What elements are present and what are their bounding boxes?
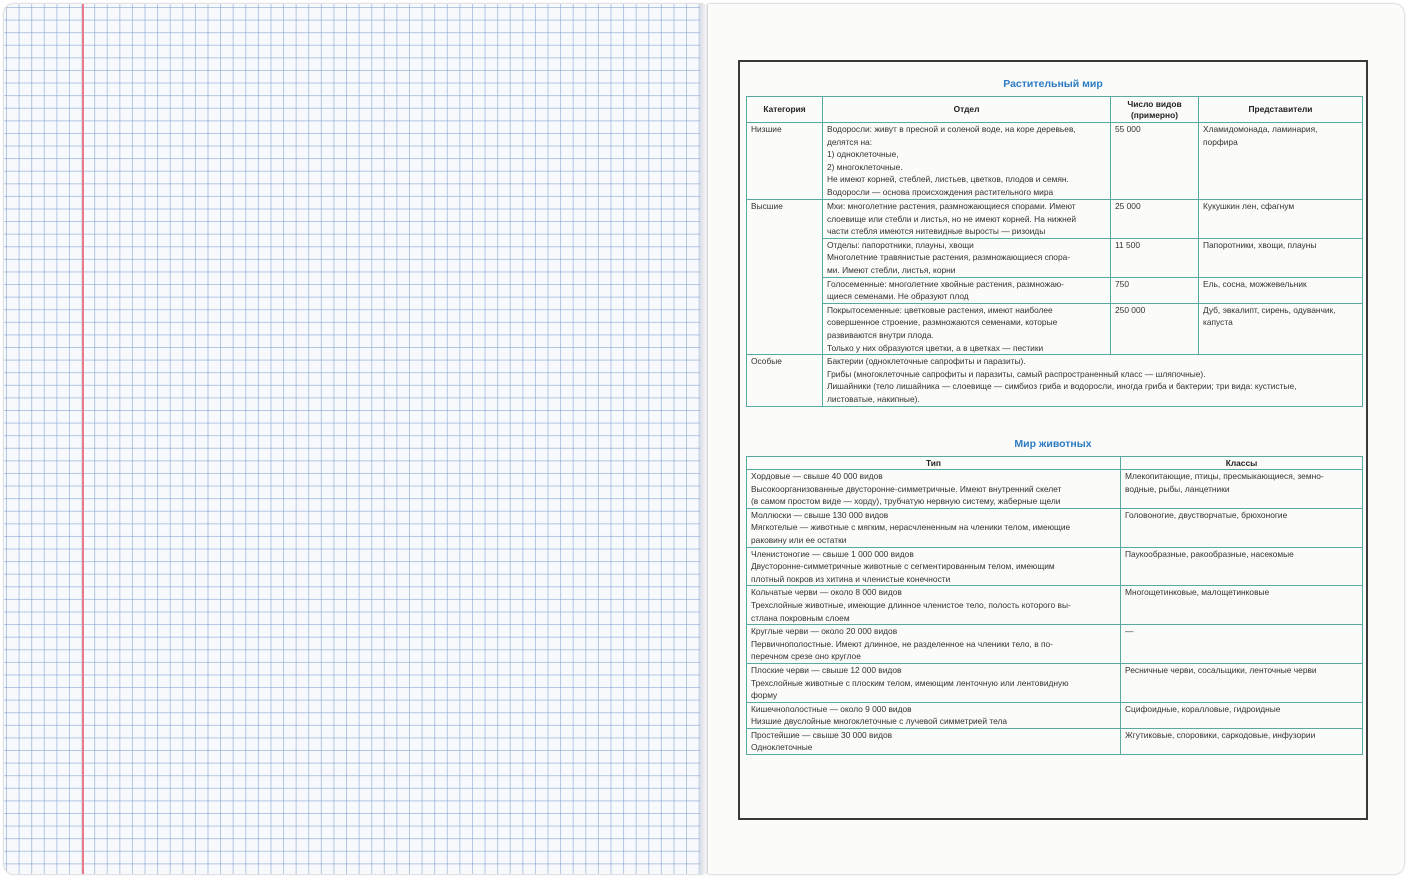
- header-count: Число видов (примерно): [1111, 97, 1199, 123]
- count-cell: 55 000: [1111, 123, 1199, 200]
- plants-table: [746, 96, 1363, 407]
- count-cell: 750: [1111, 277, 1199, 303]
- text-line: листоватые, накипные).: [827, 393, 920, 404]
- text-line: делятся на:: [827, 136, 873, 147]
- text-line: Первичнополостные. Имеют длинное, не разделенное на членики тело, в по-: [751, 638, 1053, 649]
- text-line: развиваются внутри плода.: [827, 329, 934, 340]
- text-line: Круглые черви — около 20 000 видов: [751, 626, 898, 637]
- category-cell: Низшие: [747, 123, 823, 200]
- text-line: форму: [751, 690, 778, 701]
- text-line: капуста: [1203, 317, 1233, 328]
- text-line: Кишечнополостные — около 9 000 видов: [751, 703, 912, 714]
- division-cell: [823, 355, 1363, 407]
- text-line: Простейшие — свыше 30 000 видов: [751, 729, 893, 740]
- text-line: стлана покровным слоем: [751, 612, 850, 623]
- text-line: Хордовые — свыше 40 000 видов: [751, 471, 883, 481]
- animal-classes-cell: [1121, 547, 1363, 586]
- animal-type-cell: [747, 663, 1121, 702]
- animal-type-cell: [747, 547, 1121, 586]
- text-line: совершенное строение, размножаются семенами, которые: [827, 317, 1058, 328]
- text-line: Только у них образуются цветки, а в цветках — пестики: [827, 342, 1044, 353]
- animals-title: Мир животных: [1014, 438, 1092, 450]
- animal-type-cell: [747, 625, 1121, 664]
- text-line: части стебля имеются нитевидные выросты — ризоиды: [827, 226, 1046, 237]
- text-line: Лишайники (тело лишайника — слоевище — симбиоз гриба и водоросли, иногда гриба и бактерии; три вида: кустистые,: [827, 381, 1297, 392]
- text-line: Жгутиковые, споровики, саркодовые, инфузории: [1125, 729, 1316, 740]
- header-category: Категория: [747, 97, 823, 123]
- header-division: Отдел: [823, 97, 1111, 123]
- animal-classes-cell: [1121, 663, 1363, 702]
- text-line: Отделы: папоротники, плауны, хвощи: [827, 239, 974, 250]
- text-line: Паукообразные, ракообразные, насекомые: [1125, 548, 1294, 559]
- text-line: Мягкотелые — животные с мягким, нерасчлененным на членики телом, имеющие: [751, 522, 1071, 533]
- text-line: Двусторонне-симметричные животные с сегментированным телом, имеющим: [751, 561, 1055, 572]
- animal-type-cell: [747, 728, 1121, 754]
- text-line: Низшие двуслойные многоклеточные с лучевой симметрией тела: [751, 716, 1008, 727]
- text-line: Трехслойные животные, имеющие длинное членистое тело, полость которого вы-: [751, 599, 1071, 610]
- animal-type-cell: [747, 702, 1121, 728]
- text-line: водные, рыбы, ланцетники: [1125, 483, 1230, 494]
- animals-table: [746, 456, 1363, 755]
- representatives-cell: [1199, 238, 1363, 277]
- animal-row: [747, 508, 1363, 547]
- text-line: Плоские черви — свыше 12 000 видов: [751, 664, 902, 675]
- text-line: Дуб, эвкалипт, сирень, одуванчик,: [1203, 304, 1336, 315]
- text-line: Папоротники, хвощи, плауны: [1203, 239, 1317, 250]
- animal-row: [747, 702, 1363, 728]
- header-representatives: Представители: [1199, 97, 1363, 123]
- animal-type-cell: [747, 586, 1121, 625]
- text-line: Мхи: многолетние растения, размножающиеся спорами. Имеют: [827, 201, 1076, 211]
- text-line: (в самом простом виде — хорду), трубчатую нервную систему, жаберные щели: [751, 496, 1061, 507]
- text-line: ми. Имеют стебли, листья, корни: [827, 264, 956, 275]
- margin-line: [82, 4, 84, 874]
- text-line: —: [1125, 626, 1134, 637]
- animal-row: [747, 470, 1363, 509]
- text-line: Водоросли — основа происхождения растительного мира: [827, 186, 1054, 197]
- text-line: Ель, сосна, можжевельник: [1203, 278, 1307, 289]
- header-classes: Классы: [1121, 457, 1363, 470]
- animal-type-cell: [747, 470, 1121, 509]
- division-cell: [823, 123, 1111, 200]
- category-cell: Особые: [747, 355, 823, 407]
- text-line: слоевище или стебли и листья, но не имеют корней. На нижней: [827, 213, 1077, 224]
- text-line: перечном срезе оно круглое: [751, 651, 861, 662]
- text-line: щиеся семенами. Не образуют плод: [827, 291, 969, 302]
- animal-row: [747, 663, 1363, 702]
- plants-title: Растительный мир: [1003, 78, 1103, 90]
- header-type: Тип: [747, 457, 1121, 470]
- text-line: Ресничные черви, сосальщики, ленточные черви: [1125, 664, 1317, 675]
- animal-classes-cell: [1121, 470, 1363, 509]
- text-line: 2) многоклеточные.: [827, 161, 903, 172]
- text-line: раковину или ее остатки: [751, 534, 847, 545]
- animal-row: [747, 625, 1363, 664]
- animal-classes-cell: [1121, 508, 1363, 547]
- representatives-cell: [1199, 277, 1363, 303]
- text-line: 1) одноклеточные,: [827, 149, 899, 160]
- text-line: Кукушкин лен, сфагнум: [1203, 201, 1295, 211]
- animal-row: [747, 586, 1363, 625]
- text-line: Водоросли: живут в пресной и соленой воде, на коре деревьев,: [827, 124, 1076, 134]
- animal-type-cell: [747, 508, 1121, 547]
- text-line: Голосеменные: многолетние хвойные растения, размножаю-: [827, 278, 1064, 289]
- animal-classes-cell: [1121, 728, 1363, 754]
- text-line: Моллюски — свыше 130 000 видов: [751, 509, 889, 520]
- representatives-cell: [1199, 123, 1363, 200]
- animal-row: [747, 547, 1363, 586]
- text-line: Многолетние травянистые растения, размножающиеся спора-: [827, 252, 1071, 263]
- animal-classes-cell: [1121, 625, 1363, 664]
- animal-row: [747, 728, 1363, 754]
- text-line: Кольчатые черви — около 8 000 видов: [751, 587, 902, 598]
- division-cell: [823, 200, 1111, 239]
- animal-rows: [747, 470, 1363, 755]
- division-cell: [823, 277, 1111, 303]
- right-reference-page: [708, 4, 1404, 874]
- text-line: порфира: [1203, 136, 1238, 147]
- category-cell: Высшие: [747, 200, 823, 355]
- text-line: Трехслойные животные с плоским телом, имеющим ленточную или лентовидную: [751, 677, 1069, 688]
- count-cell: 25 000: [1111, 200, 1199, 239]
- text-line: Высокоорганизованные двусторонне-симметричные. Имеют внутренний скелет: [751, 483, 1062, 494]
- animal-classes-cell: [1121, 586, 1363, 625]
- representatives-cell: [1199, 200, 1363, 239]
- text-line: Грибы (многоклеточные сапрофиты и паразиты, самый распространенный класс — шляпочные).: [827, 368, 1206, 379]
- text-line: Сцифоидные, коралловые, гидроидные: [1125, 703, 1281, 714]
- animal-classes-cell: [1121, 702, 1363, 728]
- text-line: Членистоногие — свыше 1 000 000 видов: [751, 548, 914, 559]
- count-cell: 250 000: [1111, 303, 1199, 354]
- text-line: плотный покров из хитина и членистые конечности: [751, 573, 951, 584]
- representatives-cell: [1199, 303, 1363, 354]
- division-cell: [823, 238, 1111, 277]
- division-cell: [823, 303, 1111, 354]
- reference-frame: [738, 60, 1368, 820]
- text-line: Головоногие, двустворчатые, брюхоногие: [1125, 509, 1288, 520]
- text-line: Не имеют корней, стеблей, листьев, цветков, плодов и семян.: [827, 174, 1069, 185]
- text-line: Покрытосеменные: цветковые растения, имеют наиболее: [827, 304, 1053, 315]
- count-cell: 11 500: [1111, 238, 1199, 277]
- text-line: Бактерии (одноклеточные сапрофиты и паразиты).: [827, 356, 1026, 367]
- text-line: Хламидомонада, ламинария,: [1203, 124, 1318, 134]
- text-line: Одноклеточные: [751, 742, 813, 753]
- left-grid-page: [4, 4, 704, 874]
- text-line: Млекопитающие, птицы, пресмыкающиеся, земно-: [1125, 471, 1324, 481]
- text-line: Многощетинковые, малощетинковые: [1125, 587, 1270, 598]
